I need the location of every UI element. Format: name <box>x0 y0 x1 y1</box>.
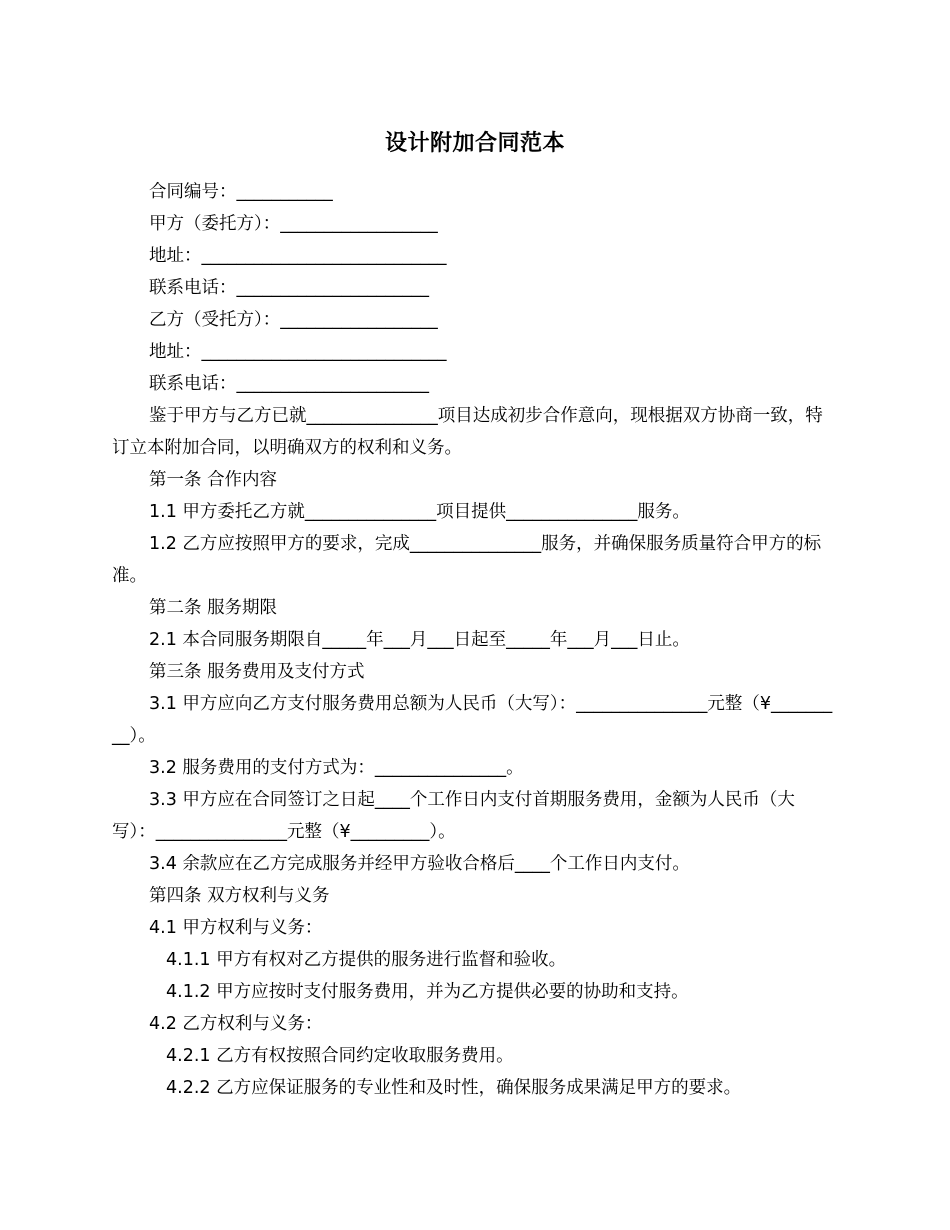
clause-3-2: 3.2 服务费用的支付方式为：_______________。 <box>149 758 524 778</box>
clause-4-2-1: 4.2.1 乙方有权按照合同约定收取服务费用。 <box>166 1046 514 1066</box>
clause-3-4: 3.4 余款应在乙方完成服务并经甲方验收合格后____个工作日内支付。 <box>149 854 690 874</box>
clause-1-2: 1.2 乙方应按照甲方的要求，完成_______________服务，并确保服务质量符合甲方的标准。 <box>112 534 822 586</box>
party-a-phone-line: 联系电话：______________________ <box>149 278 429 298</box>
article-2-heading: 第二条 服务期限 <box>149 598 278 618</box>
clause-4-1-2: 4.1.2 甲方应按时支付服务费用，并为乙方提供必要的协助和支持。 <box>166 982 689 1002</box>
clause-3-1: 3.1 甲方应向乙方支付服务费用总额为人民币（大写）：_______________元整（¥_________）。 <box>112 694 833 746</box>
party-b-address-line: 地址：____________________________ <box>149 342 447 362</box>
clause-4-1-1: 4.1.1 甲方有权对乙方提供的服务进行监督和验收。 <box>166 950 567 970</box>
document-body <box>112 176 837 1104</box>
contract-number-line: 合同编号：___________ <box>149 182 333 202</box>
clause-1-1: 1.1 甲方委托乙方就_______________项目提供_______________服务。 <box>149 502 690 522</box>
clause-2-1: 2.1 本合同服务期限自_____年___月___日起至_____年___月___日止。 <box>149 630 690 650</box>
clause-4-1: 4.1 甲方权利与义务： <box>149 918 323 938</box>
article-3-heading: 第三条 服务费用及支付方式 <box>149 662 365 682</box>
clause-4-2-2: 4.2.2 乙方应保证服务的专业性和及时性，确保服务成果满足甲方的要求。 <box>166 1078 742 1098</box>
clause-3-3: 3.3 甲方应在合同签订之日起____个工作日内支付首期服务费用，金额为人民币（大写）：_______________元整（¥_________）。 <box>112 790 795 842</box>
preamble-paragraph: 鉴于甲方与乙方已就_______________项目达成初步合作意向，现根据双方协商一致，特订立本附加合同，以明确双方的权利和义务。 <box>112 406 823 458</box>
article-1-heading: 第一条 合作内容 <box>149 470 278 490</box>
party-a-address-line: 地址：____________________________ <box>149 246 447 266</box>
party-b-phone-line: 联系电话：______________________ <box>149 374 429 394</box>
article-4-heading: 第四条 双方权利与义务 <box>149 886 330 906</box>
party-b-line: 乙方（受托方）：__________________ <box>149 310 438 330</box>
clause-4-2: 4.2 乙方权利与义务： <box>149 1014 323 1034</box>
document-title: 设计附加合同范本 <box>384 131 565 156</box>
party-a-line: 甲方（委托方）：__________________ <box>149 214 438 234</box>
